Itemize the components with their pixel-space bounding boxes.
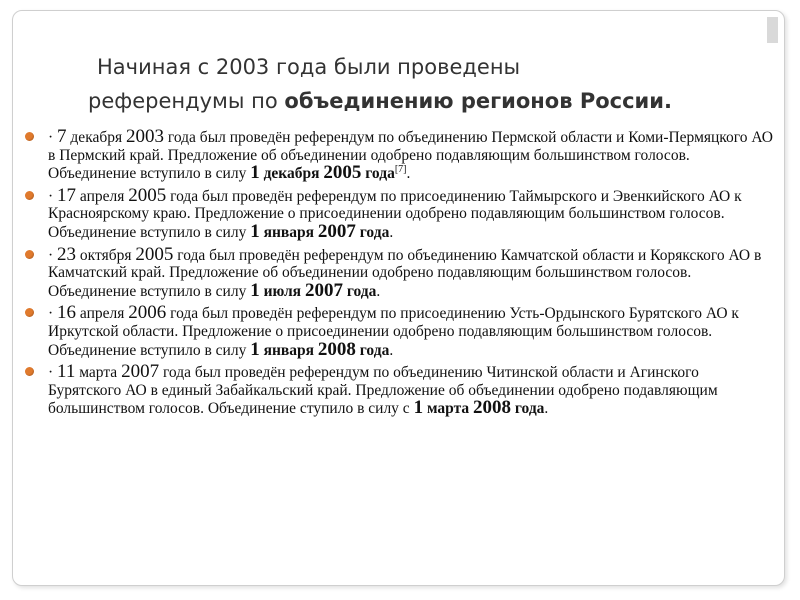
item-date-year: 2007: [317, 220, 356, 242]
item-dot: ·: [48, 187, 58, 205]
item-date-month: января: [259, 341, 318, 359]
item-body: года был проведён референдум по объединению Камчатской области и Корякского АО в Камчатский край. Предложение об объединении одобрено подавляющим большинством голосов. Объединение вступило в силу: [48, 246, 762, 300]
list-item: [22, 363, 774, 418]
item-date-suffix: года: [361, 165, 395, 183]
item-month: декабря: [66, 129, 127, 146]
item-end: .: [376, 282, 381, 300]
item-date-month: декабря: [259, 165, 324, 183]
item-month: апреля: [76, 305, 129, 323]
item-end: .: [544, 400, 549, 418]
item-end: .: [406, 165, 411, 183]
bullet-icon: [25, 367, 34, 376]
item-date-month: июля: [259, 282, 305, 300]
item-date-day: 1: [250, 162, 260, 184]
item-end: .: [389, 223, 394, 241]
list-item: [22, 184, 774, 242]
list-item: [22, 304, 774, 359]
item-date-suffix: года: [342, 282, 377, 300]
reference-link[interactable]: [7]: [394, 164, 407, 176]
item-end: .: [389, 341, 394, 359]
bullet-list: [22, 128, 774, 422]
item-body: года был проведён референдум по присоединению Усть-Ордынского Бурятского АО к Иркутской области. Предложение о присоединении одобрено подавляющим большинством голосов. Объединение вступило в силу: [48, 305, 739, 359]
bullet-icon: [25, 308, 34, 317]
item-year: 2006: [128, 302, 167, 324]
list-item: [22, 243, 774, 301]
item-year: 2003: [126, 126, 165, 147]
item-day: 17: [57, 184, 77, 206]
item-year: 2007: [121, 361, 160, 383]
item-date-day: 1: [250, 279, 260, 301]
item-year: 2005: [135, 243, 174, 265]
item-dot: ·: [48, 129, 58, 146]
item-day: 23: [57, 243, 77, 265]
title-line-2: [88, 84, 748, 118]
bullet-icon: [25, 250, 34, 259]
item-day: 7: [57, 126, 67, 147]
item-year: 2005: [128, 184, 167, 206]
title-line-2-prefix: референдумы по: [88, 89, 285, 113]
item-dot: ·: [48, 364, 58, 382]
item-date-year: 2007: [304, 279, 343, 301]
item-day: 11: [57, 361, 76, 383]
item-date-day: 1: [413, 397, 424, 419]
item-date-month: января: [259, 223, 318, 241]
item-body: года был проведён референдум по присоединению Таймырского и Эвенкийского АО к Красноярскому краю. Предложение о присоединении одобрено подавляющим большинством голосов. Объединение вступило в силу: [48, 187, 742, 241]
item-month: октября: [76, 246, 136, 264]
item-date-suffix: года: [355, 223, 390, 241]
item-date-suffix: года: [355, 341, 390, 359]
item-date-month: марта: [423, 400, 473, 418]
bullet-icon: [25, 132, 34, 141]
item-dot: ·: [48, 305, 58, 323]
bullet-icon: [25, 191, 34, 200]
item-date-year: 2008: [473, 397, 511, 419]
item-dot: ·: [48, 246, 58, 264]
item-month: апреля: [76, 187, 129, 205]
item-day: 16: [57, 302, 77, 324]
list-item: [22, 128, 774, 183]
item-date-suffix: года: [511, 400, 545, 418]
title-line-2-bold: объединению регионов России.: [284, 89, 672, 113]
item-date-day: 1: [250, 220, 260, 242]
slide-title: [88, 50, 748, 118]
title-line-1: Начиная с 2003 года были проведены: [97, 55, 521, 79]
item-month: марта: [75, 364, 122, 382]
item-body: года был проведён референдум по объединению Читинской области и Агинского Бурятского АО в единый Забайкальский край. Предложение об объединении одобрено подавляющим большинством голосов. Объединение ступило в силу с: [48, 364, 718, 418]
item-date-day: 1: [250, 338, 260, 360]
corner-decoration: [767, 17, 778, 43]
item-date-year: 2005: [323, 162, 362, 184]
item-body: года был проведён референдум по объединению Пермской области и Коми-Пермяцкого АО в Пермский край. Предложение об объединении одобрено подавляющим большинством голосов. Объединение вступило в силу: [48, 129, 774, 183]
item-date-year: 2008: [317, 338, 356, 360]
